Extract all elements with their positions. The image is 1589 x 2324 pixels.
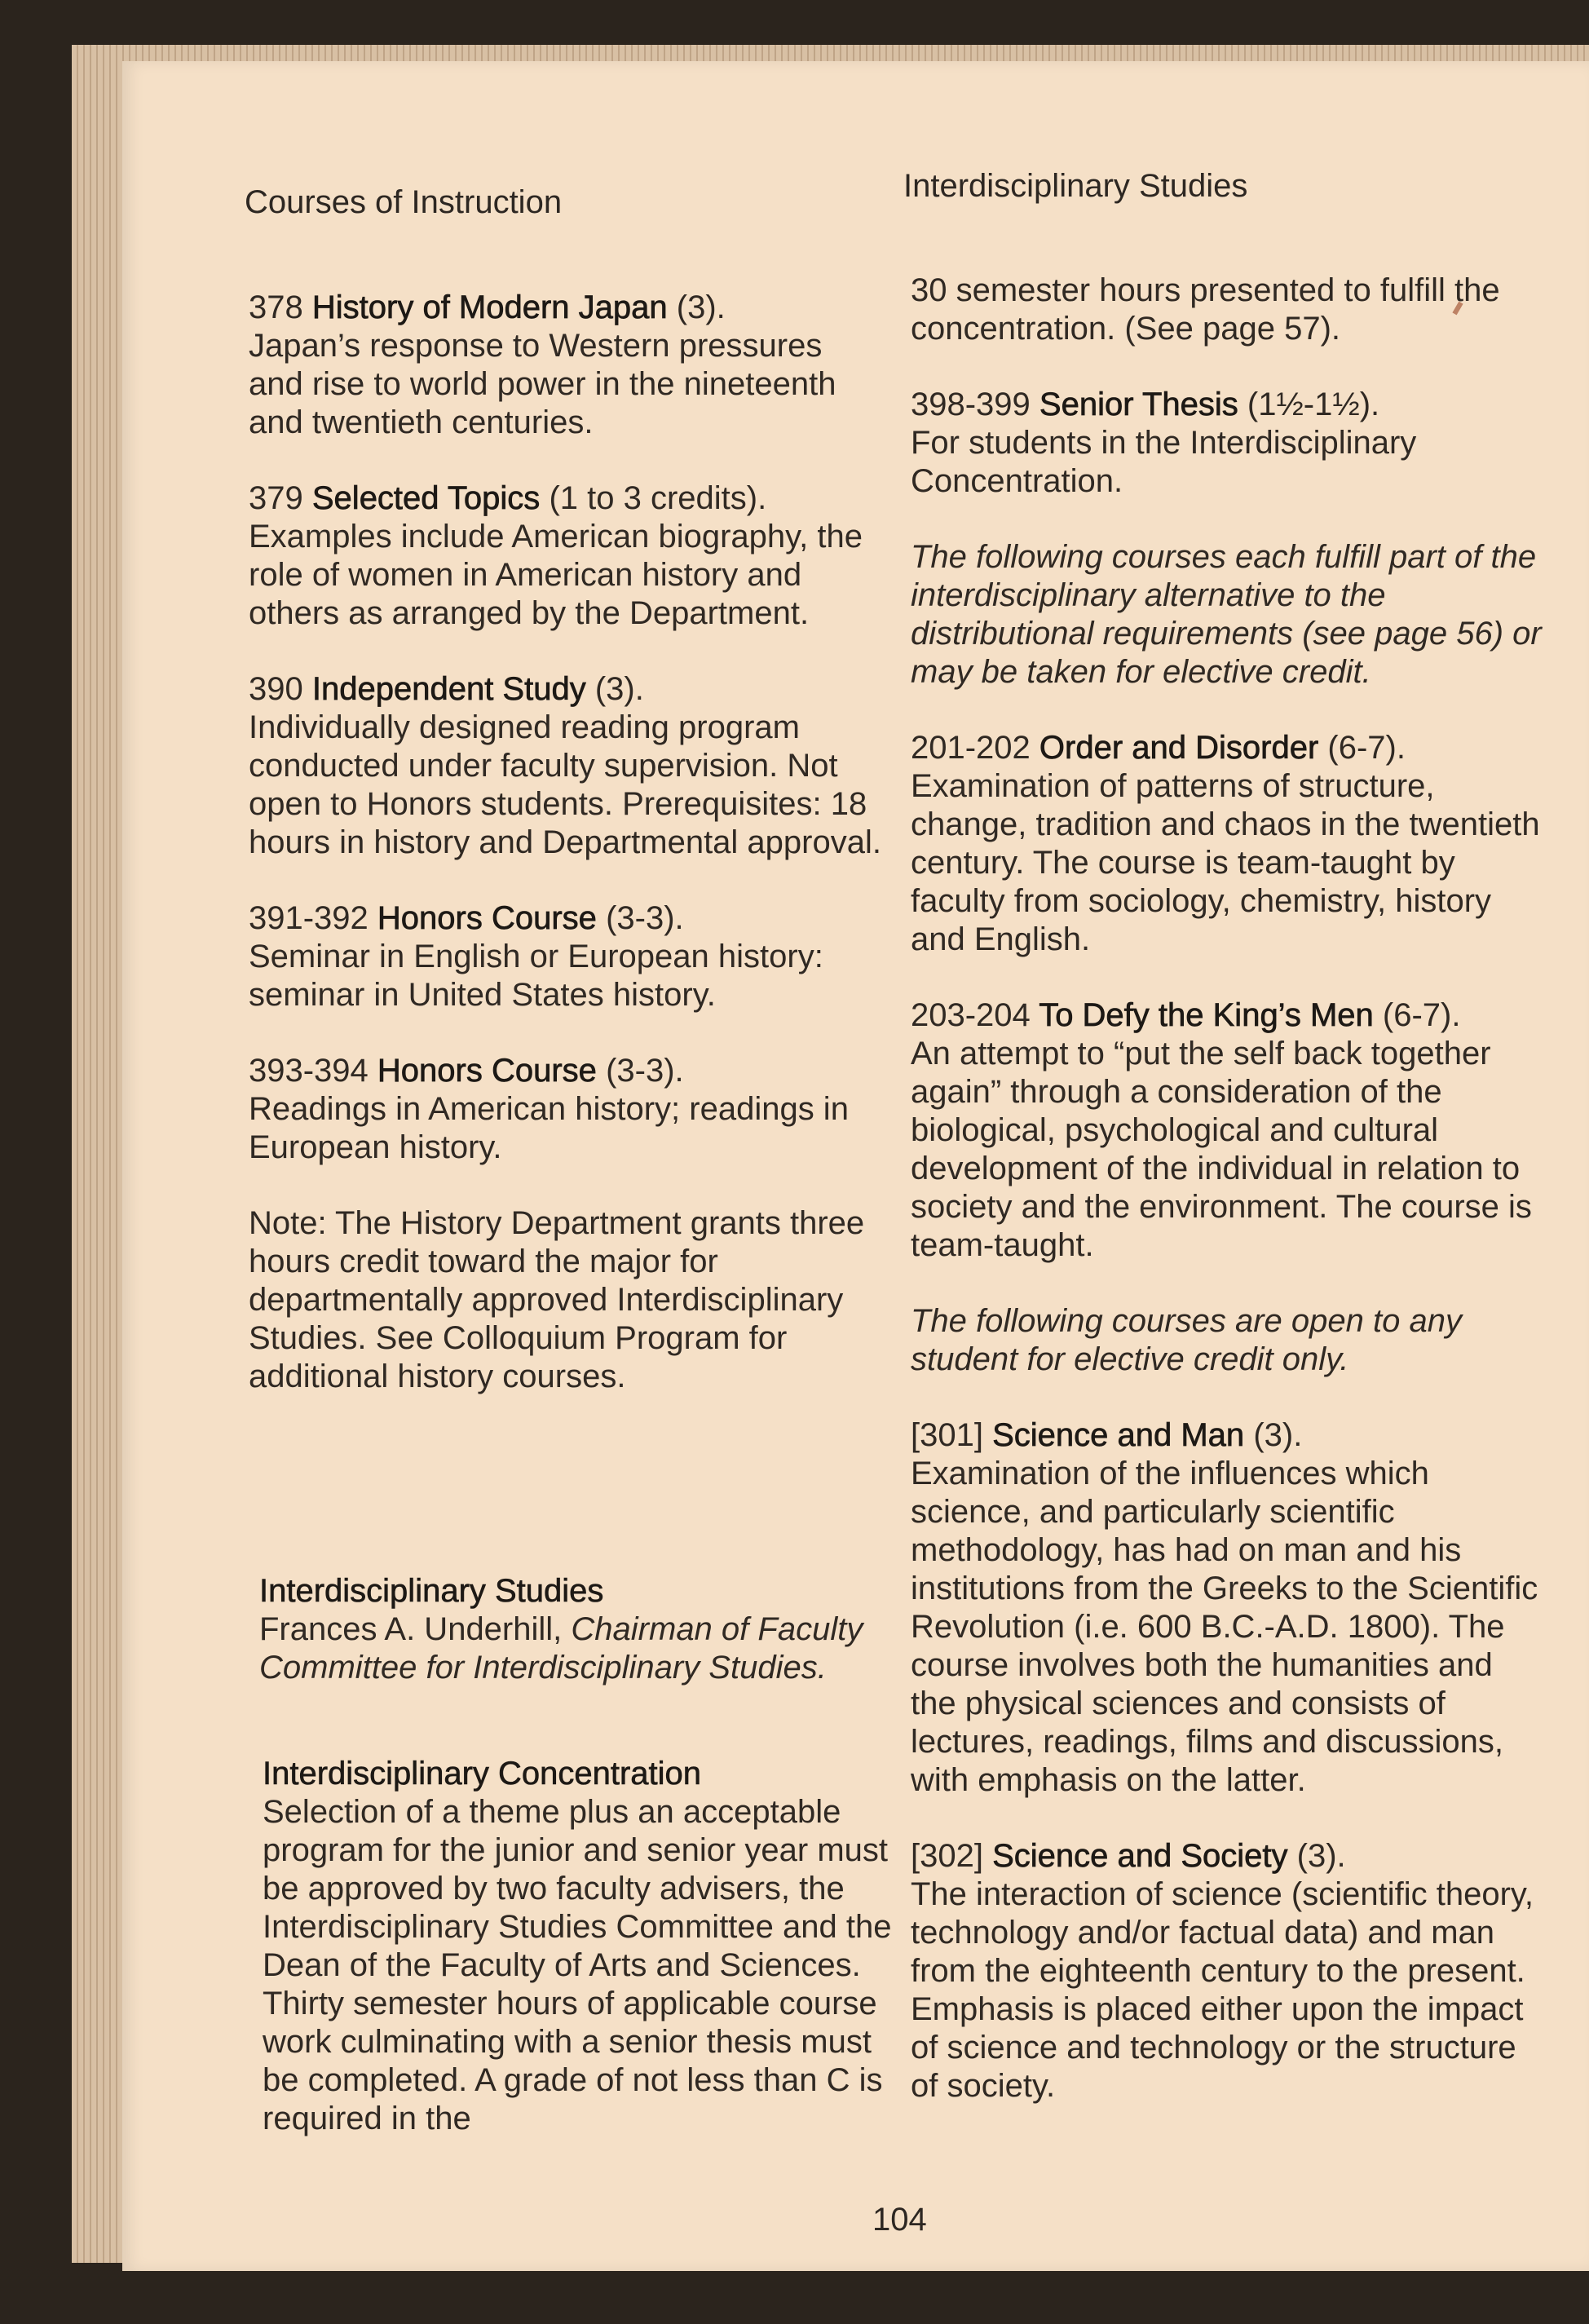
course-credits: (3). [676,289,726,325]
course-credits: (1½-1½). [1247,387,1380,422]
course-number: 201-202 [911,730,1031,766]
course-entry [249,899,885,1014]
page-number: 104 [872,2202,927,2238]
left-column [249,289,885,1396]
course-title: Honors Course [377,900,597,936]
italic-note: The following courses each fulfill part of the interdisciplinary alternative to the distributional requirements (see page 56) or may be taken for elective credit. [911,539,1542,690]
course-description: Readings in American history; readings in European history. [249,1091,849,1165]
course-title: To Defy the King’s Men [1039,997,1374,1033]
interdisciplinary-section [259,1572,895,1687]
course-description: Examples include American biography, the role of women in American history and others as arranged by the Department. [249,519,863,631]
course-entry [911,996,1547,1265]
course-credits: (3). [1296,1838,1346,1874]
course-description: The interaction of science (scientific theory, technology and/or factual data) and man from the eighteenth century to the present. Emphasis is placed either upon the impact of science and technology or the structure of society. [911,1876,1534,2104]
concentration-text: Selection of a theme plus an acceptable program for the junior and senior year must be approved by two faculty advisers, the Interdisciplinary Studies Committee and the Dean of the Faculty of Arts and Sciences. Thirty semester hours of applicable course work culminating with a senior thesis must be completed. A grade of not less than C is required in the [263,1794,892,2136]
course-number: 379 [249,480,303,516]
course-credits: (3-3). [606,900,684,936]
course-number: [301] [911,1417,983,1453]
course-entry [911,729,1547,959]
course-number: 378 [249,289,303,325]
course-credits: (3-3). [606,1053,684,1089]
course-entry [249,479,885,633]
course-number: 393-394 [249,1053,369,1089]
course-entry [911,1837,1547,2105]
course-title: Science and Society [992,1838,1288,1874]
course-title: Science and Man [992,1417,1245,1453]
course-entry [249,289,885,442]
course-credits: (1 to 3 credits). [549,480,767,516]
chair-name: Frances A. Underhill, [259,1611,563,1647]
running-head-right: Interdisciplinary Studies [903,168,1248,204]
course-description: For students in the Interdisciplinary Concentration. [911,425,1417,499]
course-description: Examination of the influences which science, and particularly scientific methodology, has had on man and his institutions from the Greeks to the Scientific Revolution (i.e. 600 B.C.-A.D. 1800). The course involves both the humanities and the physical sciences and consists of lectures, readings, films and discussions, with emphasis on the latter. [911,1456,1538,1798]
running-head-left: Courses of Instruction [245,184,563,220]
course-number: 203-204 [911,997,1031,1033]
concentration-section [263,1755,898,2138]
course-credits: (6-7). [1327,730,1406,766]
course-title: Selected Topics [311,480,541,516]
course-entry [249,1052,885,1167]
italic-note: The following courses are open to any student for elective credit only. [911,1303,1462,1377]
course-title: Independent Study [311,671,586,707]
course-credits: (3). [1253,1417,1303,1453]
course-description: Individually designed reading program conducted under faculty supervision. Not open to Honors students. Prerequisites: 18 hours in history and Departmental approval. [249,709,881,860]
concentration-continuation: 30 semester hours presented to fulfill the concentration. (See page 57). [911,272,1500,347]
chair-title: Chairman of Faculty Committee for Interdisciplinary Studies. [259,1611,863,1686]
course-description: An attempt to “put the self back together again” through a consideration of the biological, psychological and cultural development of the individual in relation to society and the environment. The course is team-taught. [911,1036,1532,1263]
course-entry [249,670,885,862]
course-title: Senior Thesis [1039,387,1238,422]
course-number: 391-392 [249,900,369,936]
history-note: Note: The History Department grants three hours credit toward the major for departmentally approved Interdisciplinary Studies. See Colloquium Program for additional history courses. [249,1205,865,1394]
course-credits: (3). [594,671,644,707]
course-title: Order and Disorder [1039,730,1319,766]
course-number: [302] [911,1838,983,1874]
course-entry [911,386,1547,501]
concentration-title: Interdisciplinary Concentration [263,1756,702,1792]
course-number: 398-399 [911,387,1031,422]
course-number: 390 [249,671,303,707]
course-entry [911,1416,1547,1800]
course-credits: (6-7). [1382,997,1461,1033]
course-title: Honors Course [377,1053,597,1089]
course-description: Examination of patterns of structure, change, tradition and chaos in the twentieth century. The course is team-taught by faculty from sociology, chemistry, history and English. [911,768,1540,957]
course-title: History of Modern Japan [311,289,668,325]
right-column [911,272,1547,2143]
course-description: Seminar in English or European history: seminar in United States history. [249,939,823,1013]
course-description: Japan’s response to Western pressures and rise to world power in the nineteenth and twentieth centuries. [249,328,836,440]
section-title: Interdisciplinary Studies [259,1573,604,1609]
